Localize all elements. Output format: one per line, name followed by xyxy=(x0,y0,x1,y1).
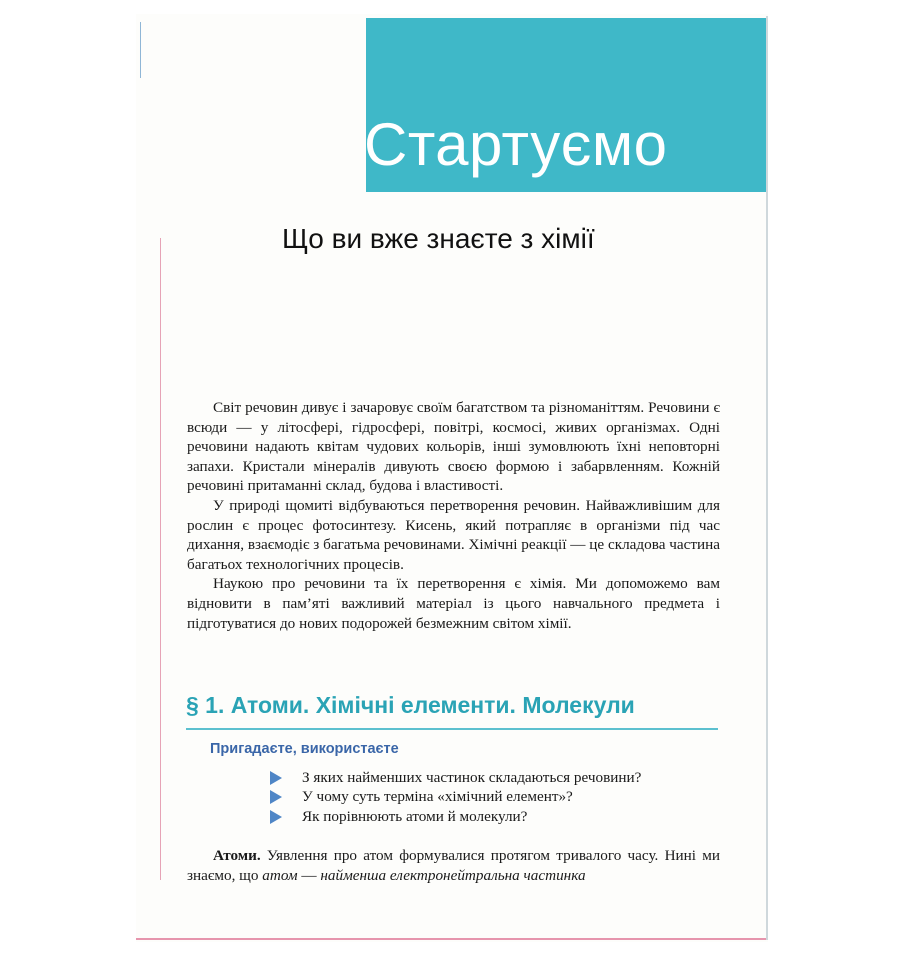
atom-definition: найменша електронейтральна частинка xyxy=(320,866,586,884)
intro-text xyxy=(187,398,720,633)
recall-question xyxy=(270,788,641,808)
page-edge-line xyxy=(136,938,766,940)
section-title: § 1. Атоми. Хімічні елементи. Молекули xyxy=(186,692,635,718)
atoms-term: Атоми. xyxy=(213,847,261,864)
scan-edge-line xyxy=(140,22,141,78)
chapter-subtitle: Що ви вже знаєте з хімії xyxy=(282,223,595,254)
intro-paragraph: Світ речовин дивує і зачаровує своїм багатством та різноманіттям. Речовини є всюди — у літосфері, гідросфері, повітрі, космосі, живих організмах. Одні речовини надають квітам чудових кольорів, інші зумовлюють їхні неповторні запахи. Кристали мінералів дивують своєю формою і забарвленням. Кожній речовині притаманні склад, будова і властивості. xyxy=(187,399,720,495)
recall-question xyxy=(270,768,641,788)
atoms-paragraph xyxy=(187,846,720,885)
recall-question-text: З яких найменших частинок складаються речовини? xyxy=(302,768,642,786)
triangle-bullet-icon xyxy=(270,810,282,824)
atoms-text: Уявлення про атом формувалися протягом тривалого часу. Нині ми знаємо, що xyxy=(187,847,720,884)
scan-edge-line xyxy=(160,238,161,880)
triangle-bullet-icon xyxy=(270,771,282,785)
section-divider xyxy=(186,728,718,730)
recall-question-text: Як порівнюють атоми й молекули? xyxy=(302,807,528,825)
recall-question-text: У чому суть терміна «хімічний елемент»? xyxy=(302,788,573,806)
atoms-dash: — xyxy=(297,866,321,884)
recall-heading: Пригадаєте, використаєте xyxy=(210,741,399,757)
intro-paragraph: У природі щомиті відбуваються перетворення речовин. Найважливішим для рослин є процес фотосинтезу. Кисень, який потрапляє в організми під час дихання, взаємодіє з багатьма речовинами. Хімічні реакції — це складова частина багатьох технологічних процесів. xyxy=(187,496,720,573)
recall-question xyxy=(270,807,641,827)
page-edge-shadow xyxy=(766,16,768,940)
intro-paragraph: Наукою про речовини та їх перетворення є хімія. Ми допоможемо вам відновити в пам’яті важливий матеріал із цього навчального предмета і підготуватися до нових подорожей безмежним світом хімії. xyxy=(187,575,720,632)
triangle-bullet-icon xyxy=(270,790,282,804)
atom-italic-term: атом xyxy=(262,866,298,884)
recall-question-list xyxy=(270,768,641,827)
hero-title: Стартуємо xyxy=(364,111,668,178)
